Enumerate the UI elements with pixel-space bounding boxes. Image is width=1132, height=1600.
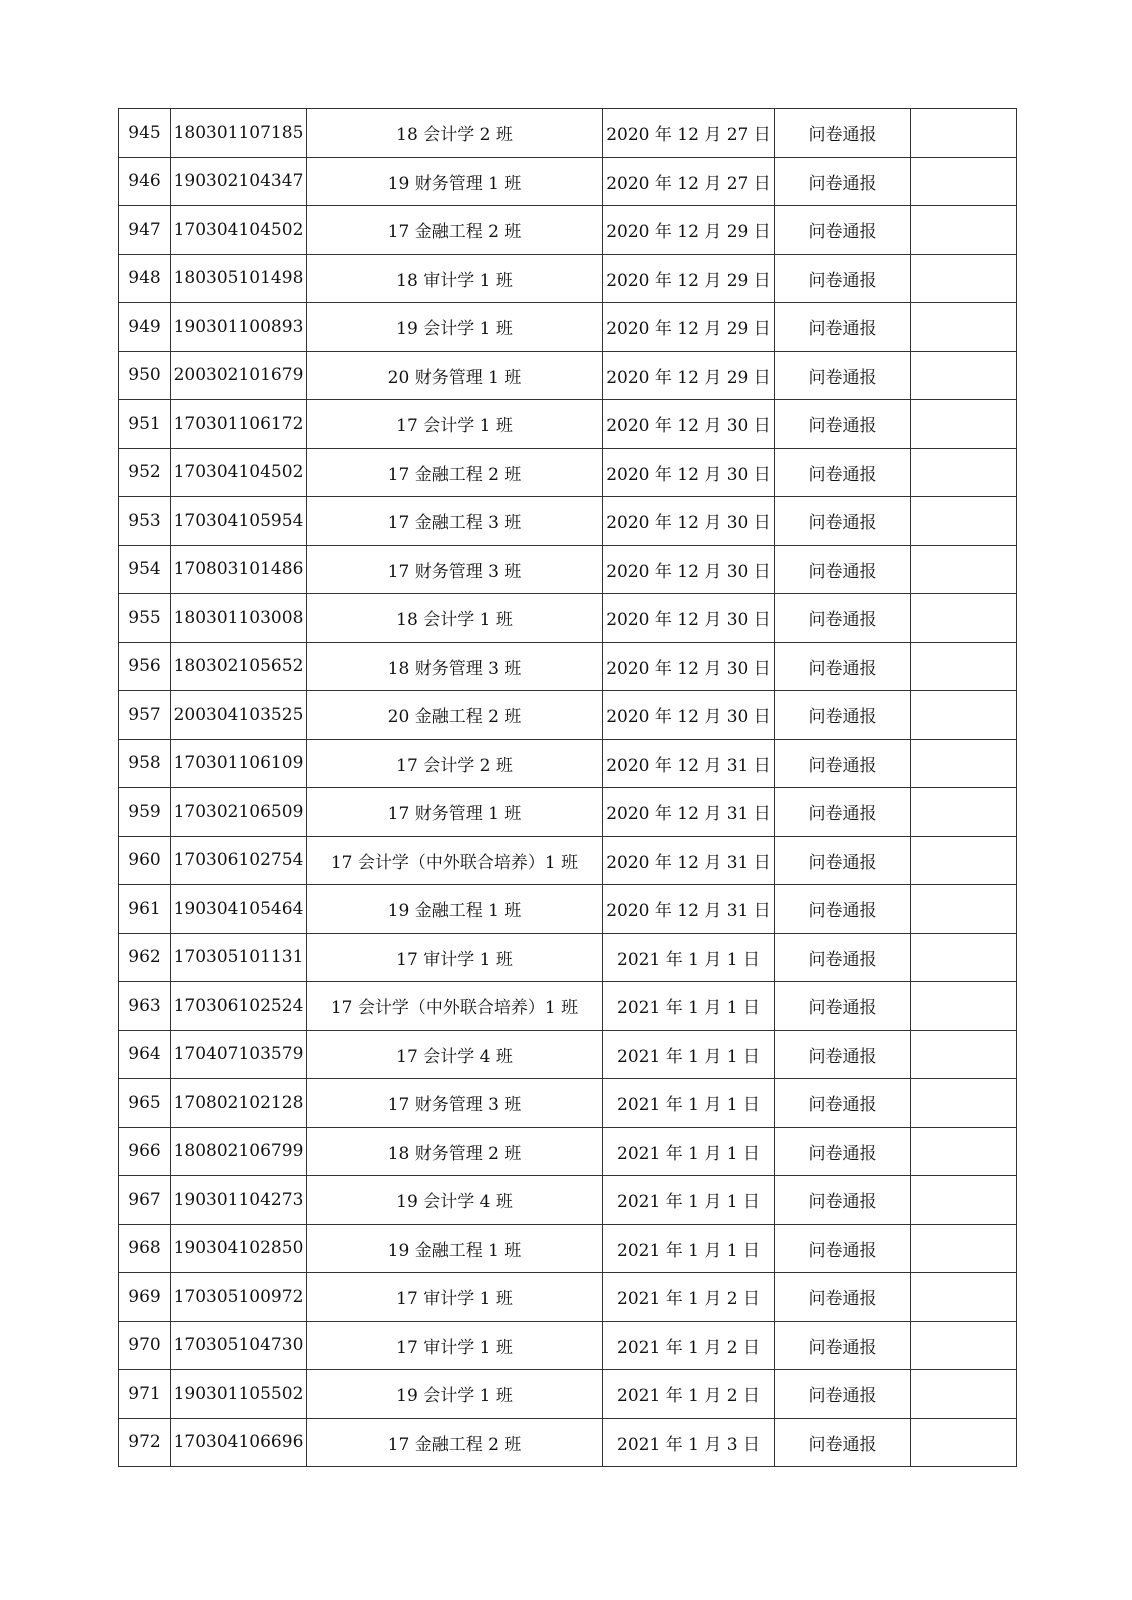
- note-cell: [911, 1127, 1017, 1176]
- note-cell: [911, 206, 1017, 255]
- date-cell: 2020 年 12 月 27 日: [603, 157, 775, 206]
- row-number-cell: 968: [119, 1224, 171, 1273]
- class-name-cell: 18 会计学 2 班: [307, 109, 603, 158]
- record-type-cell: 问卷通报: [775, 545, 911, 594]
- date-cell: 2020 年 12 月 31 日: [603, 885, 775, 934]
- table-row: [119, 545, 1017, 594]
- note-cell: [911, 448, 1017, 497]
- table-row: [119, 1370, 1017, 1419]
- class-name-cell: 17 会计学（中外联合培养）1 班: [307, 836, 603, 885]
- note-cell: [911, 642, 1017, 691]
- row-number-cell: 971: [119, 1370, 171, 1419]
- class-name-cell: 17 金融工程 2 班: [307, 206, 603, 255]
- date-cell: 2021 年 1 月 1 日: [603, 933, 775, 982]
- date-cell: 2020 年 12 月 31 日: [603, 739, 775, 788]
- student-id-cell: 170305104730: [171, 1321, 307, 1370]
- note-cell: [911, 1418, 1017, 1467]
- record-type-cell: 问卷通报: [775, 885, 911, 934]
- class-name-cell: 17 金融工程 3 班: [307, 497, 603, 546]
- student-id-cell: 180301103008: [171, 594, 307, 643]
- date-cell: 2020 年 12 月 30 日: [603, 691, 775, 740]
- table-row: [119, 157, 1017, 206]
- record-type-cell: 问卷通报: [775, 254, 911, 303]
- class-name-cell: 20 金融工程 2 班: [307, 691, 603, 740]
- date-cell: 2020 年 12 月 31 日: [603, 788, 775, 837]
- class-name-cell: 19 会计学 1 班: [307, 1370, 603, 1419]
- class-name-cell: 17 会计学（中外联合培养）1 班: [307, 982, 603, 1031]
- table-row: [119, 303, 1017, 352]
- class-name-cell: 17 金融工程 2 班: [307, 448, 603, 497]
- table-row: [119, 836, 1017, 885]
- note-cell: [911, 1224, 1017, 1273]
- table-row: [119, 254, 1017, 303]
- row-number-cell: 963: [119, 982, 171, 1031]
- student-id-cell: 180301107185: [171, 109, 307, 158]
- date-cell: 2020 年 12 月 29 日: [603, 206, 775, 255]
- class-name-cell: 19 金融工程 1 班: [307, 1224, 603, 1273]
- note-cell: [911, 303, 1017, 352]
- date-cell: 2021 年 1 月 1 日: [603, 1079, 775, 1128]
- row-number-cell: 950: [119, 351, 171, 400]
- note-cell: [911, 933, 1017, 982]
- student-id-cell: 170803101486: [171, 545, 307, 594]
- note-cell: [911, 691, 1017, 740]
- record-type-cell: 问卷通报: [775, 933, 911, 982]
- date-cell: 2021 年 1 月 1 日: [603, 1224, 775, 1273]
- row-number-cell: 960: [119, 836, 171, 885]
- class-name-cell: 19 会计学 4 班: [307, 1176, 603, 1225]
- record-type-cell: 问卷通报: [775, 497, 911, 546]
- row-number-cell: 947: [119, 206, 171, 255]
- class-name-cell: 19 财务管理 1 班: [307, 157, 603, 206]
- note-cell: [911, 982, 1017, 1031]
- row-number-cell: 955: [119, 594, 171, 643]
- date-cell: 2020 年 12 月 31 日: [603, 836, 775, 885]
- table-row: [119, 1273, 1017, 1322]
- student-id-cell: 190302104347: [171, 157, 307, 206]
- student-id-cell: 190301100893: [171, 303, 307, 352]
- records-table-body: [119, 109, 1017, 1467]
- row-number-cell: 965: [119, 1079, 171, 1128]
- row-number-cell: 969: [119, 1273, 171, 1322]
- record-type-cell: 问卷通报: [775, 836, 911, 885]
- note-cell: [911, 157, 1017, 206]
- student-id-cell: 170802102128: [171, 1079, 307, 1128]
- row-number-cell: 958: [119, 739, 171, 788]
- table-row: [119, 691, 1017, 740]
- table-row: [119, 739, 1017, 788]
- class-name-cell: 17 会计学 1 班: [307, 400, 603, 449]
- record-type-cell: 问卷通报: [775, 1176, 911, 1225]
- row-number-cell: 961: [119, 885, 171, 934]
- table-row: [119, 1321, 1017, 1370]
- class-name-cell: 20 财务管理 1 班: [307, 351, 603, 400]
- date-cell: 2021 年 1 月 1 日: [603, 1030, 775, 1079]
- student-id-cell: 170304104502: [171, 448, 307, 497]
- record-type-cell: 问卷通报: [775, 1224, 911, 1273]
- note-cell: [911, 109, 1017, 158]
- note-cell: [911, 254, 1017, 303]
- student-id-cell: 170305100972: [171, 1273, 307, 1322]
- student-id-cell: 190304102850: [171, 1224, 307, 1273]
- class-name-cell: 17 会计学 2 班: [307, 739, 603, 788]
- note-cell: [911, 594, 1017, 643]
- row-number-cell: 959: [119, 788, 171, 837]
- note-cell: [911, 1079, 1017, 1128]
- class-name-cell: 19 金融工程 1 班: [307, 885, 603, 934]
- row-number-cell: 948: [119, 254, 171, 303]
- date-cell: 2021 年 1 月 1 日: [603, 982, 775, 1031]
- class-name-cell: 17 会计学 4 班: [307, 1030, 603, 1079]
- table-row: [119, 497, 1017, 546]
- row-number-cell: 946: [119, 157, 171, 206]
- student-id-cell: 200302101679: [171, 351, 307, 400]
- row-number-cell: 945: [119, 109, 171, 158]
- table-row: [119, 1224, 1017, 1273]
- table-row: [119, 206, 1017, 255]
- date-cell: 2020 年 12 月 27 日: [603, 109, 775, 158]
- record-type-cell: 问卷通报: [775, 1127, 911, 1176]
- row-number-cell: 952: [119, 448, 171, 497]
- note-cell: [911, 400, 1017, 449]
- row-number-cell: 967: [119, 1176, 171, 1225]
- note-cell: [911, 1273, 1017, 1322]
- date-cell: 2021 年 1 月 1 日: [603, 1127, 775, 1176]
- class-name-cell: 17 审计学 1 班: [307, 1273, 603, 1322]
- class-name-cell: 17 财务管理 3 班: [307, 545, 603, 594]
- student-id-cell: 180302105652: [171, 642, 307, 691]
- student-id-cell: 170305101131: [171, 933, 307, 982]
- date-cell: 2020 年 12 月 30 日: [603, 642, 775, 691]
- table-row: [119, 982, 1017, 1031]
- date-cell: 2021 年 1 月 1 日: [603, 1176, 775, 1225]
- note-cell: [911, 885, 1017, 934]
- note-cell: [911, 1030, 1017, 1079]
- table-row: [119, 1418, 1017, 1467]
- table-row: [119, 1030, 1017, 1079]
- record-type-cell: 问卷通报: [775, 1370, 911, 1419]
- date-cell: 2020 年 12 月 29 日: [603, 351, 775, 400]
- class-name-cell: 17 财务管理 1 班: [307, 788, 603, 837]
- record-type-cell: 问卷通报: [775, 206, 911, 255]
- table-row: [119, 1127, 1017, 1176]
- table-row: [119, 1079, 1017, 1128]
- note-cell: [911, 1370, 1017, 1419]
- table-row: [119, 788, 1017, 837]
- table-row: [119, 885, 1017, 934]
- row-number-cell: 970: [119, 1321, 171, 1370]
- student-id-cell: 180802106799: [171, 1127, 307, 1176]
- date-cell: 2020 年 12 月 30 日: [603, 594, 775, 643]
- date-cell: 2020 年 12 月 29 日: [603, 303, 775, 352]
- student-id-cell: 170407103579: [171, 1030, 307, 1079]
- class-name-cell: 18 审计学 1 班: [307, 254, 603, 303]
- note-cell: [911, 497, 1017, 546]
- record-type-cell: 问卷通报: [775, 642, 911, 691]
- date-cell: 2020 年 12 月 29 日: [603, 254, 775, 303]
- record-type-cell: 问卷通报: [775, 1273, 911, 1322]
- note-cell: [911, 836, 1017, 885]
- date-cell: 2020 年 12 月 30 日: [603, 545, 775, 594]
- student-id-cell: 200304103525: [171, 691, 307, 740]
- date-cell: 2021 年 1 月 3 日: [603, 1418, 775, 1467]
- record-type-cell: 问卷通报: [775, 1418, 911, 1467]
- student-id-cell: 170304106696: [171, 1418, 307, 1467]
- student-id-cell: 170304104502: [171, 206, 307, 255]
- date-cell: 2021 年 1 月 2 日: [603, 1321, 775, 1370]
- class-name-cell: 17 财务管理 3 班: [307, 1079, 603, 1128]
- class-name-cell: 18 会计学 1 班: [307, 594, 603, 643]
- record-type-cell: 问卷通报: [775, 1079, 911, 1128]
- note-cell: [911, 1176, 1017, 1225]
- date-cell: 2020 年 12 月 30 日: [603, 497, 775, 546]
- student-id-cell: 170306102754: [171, 836, 307, 885]
- date-cell: 2021 年 1 月 2 日: [603, 1273, 775, 1322]
- row-number-cell: 954: [119, 545, 171, 594]
- row-number-cell: 951: [119, 400, 171, 449]
- student-id-cell: 170301106109: [171, 739, 307, 788]
- note-cell: [911, 1321, 1017, 1370]
- student-id-cell: 190301104273: [171, 1176, 307, 1225]
- record-type-cell: 问卷通报: [775, 982, 911, 1031]
- record-type-cell: 问卷通报: [775, 157, 911, 206]
- row-number-cell: 957: [119, 691, 171, 740]
- record-type-cell: 问卷通报: [775, 788, 911, 837]
- record-type-cell: 问卷通报: [775, 739, 911, 788]
- table-row: [119, 109, 1017, 158]
- record-type-cell: 问卷通报: [775, 1030, 911, 1079]
- student-id-cell: 190301105502: [171, 1370, 307, 1419]
- table-row: [119, 351, 1017, 400]
- row-number-cell: 962: [119, 933, 171, 982]
- table-row: [119, 1176, 1017, 1225]
- record-type-cell: 问卷通报: [775, 109, 911, 158]
- record-type-cell: 问卷通报: [775, 400, 911, 449]
- date-cell: 2021 年 1 月 2 日: [603, 1370, 775, 1419]
- note-cell: [911, 788, 1017, 837]
- records-table: [118, 108, 1017, 1467]
- record-type-cell: 问卷通报: [775, 448, 911, 497]
- student-id-cell: 190304105464: [171, 885, 307, 934]
- class-name-cell: 17 金融工程 2 班: [307, 1418, 603, 1467]
- date-cell: 2020 年 12 月 30 日: [603, 448, 775, 497]
- table-row: [119, 642, 1017, 691]
- record-type-cell: 问卷通报: [775, 303, 911, 352]
- row-number-cell: 966: [119, 1127, 171, 1176]
- row-number-cell: 949: [119, 303, 171, 352]
- class-name-cell: 17 审计学 1 班: [307, 933, 603, 982]
- student-id-cell: 170302106509: [171, 788, 307, 837]
- date-cell: 2020 年 12 月 30 日: [603, 400, 775, 449]
- table-row: [119, 933, 1017, 982]
- row-number-cell: 956: [119, 642, 171, 691]
- note-cell: [911, 545, 1017, 594]
- table-row: [119, 448, 1017, 497]
- row-number-cell: 953: [119, 497, 171, 546]
- class-name-cell: 19 会计学 1 班: [307, 303, 603, 352]
- record-type-cell: 问卷通报: [775, 691, 911, 740]
- student-id-cell: 170301106172: [171, 400, 307, 449]
- record-type-cell: 问卷通报: [775, 1321, 911, 1370]
- record-type-cell: 问卷通报: [775, 594, 911, 643]
- class-name-cell: 18 财务管理 3 班: [307, 642, 603, 691]
- student-id-cell: 180305101498: [171, 254, 307, 303]
- table-row: [119, 594, 1017, 643]
- student-id-cell: 170304105954: [171, 497, 307, 546]
- class-name-cell: 17 审计学 1 班: [307, 1321, 603, 1370]
- row-number-cell: 972: [119, 1418, 171, 1467]
- class-name-cell: 18 财务管理 2 班: [307, 1127, 603, 1176]
- note-cell: [911, 739, 1017, 788]
- table-row: [119, 400, 1017, 449]
- record-type-cell: 问卷通报: [775, 351, 911, 400]
- row-number-cell: 964: [119, 1030, 171, 1079]
- student-id-cell: 170306102524: [171, 982, 307, 1031]
- note-cell: [911, 351, 1017, 400]
